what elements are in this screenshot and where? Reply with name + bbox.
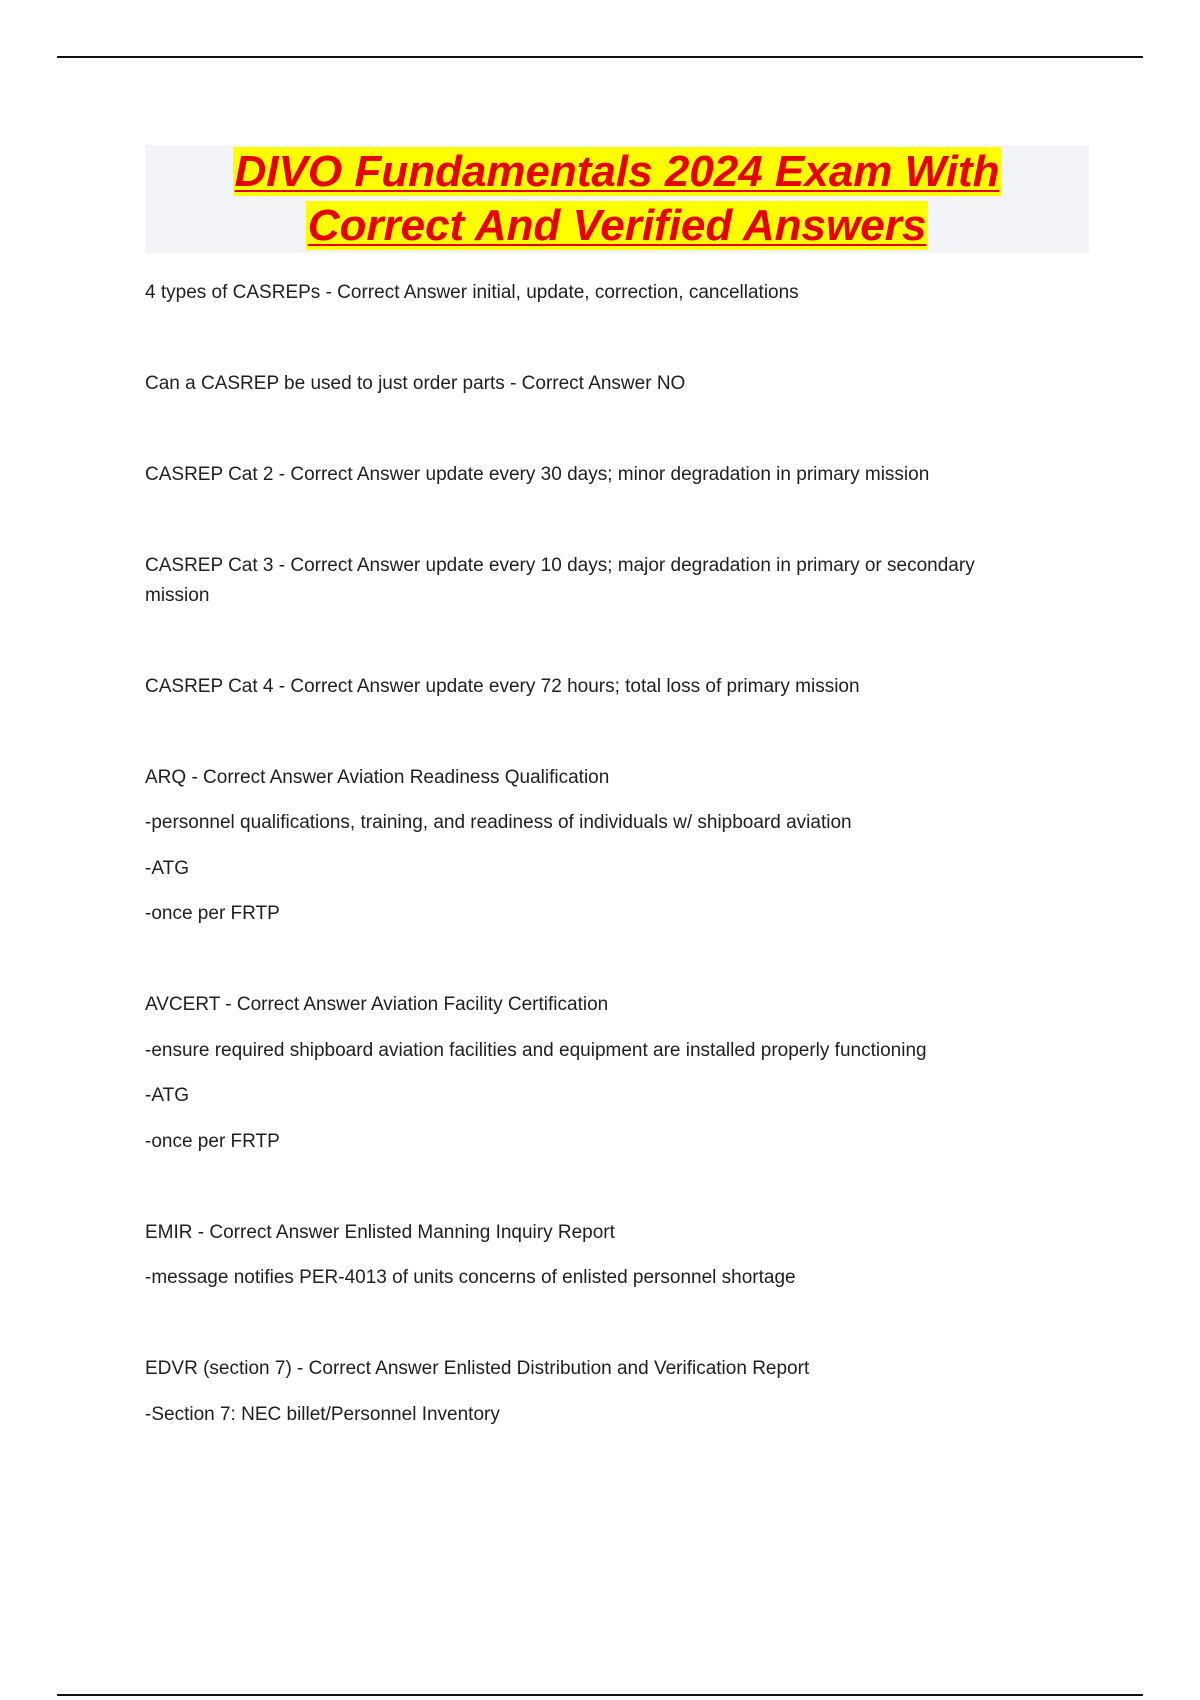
qa-item-avcert-detail-1: -ensure required shipboard aviation facilities and equipment are installed properly functioning [145, 1040, 927, 1061]
qa-item-casrep-order-parts: Can a CASREP be used to just order parts - Correct Answer NO [145, 373, 686, 394]
qa-item-avcert-detail-3: -once per FRTP [145, 1131, 280, 1152]
qa-item-edvr-detail: -Section 7: NEC billet/Personnel Inventory [145, 1404, 500, 1425]
qa-item-arq: ARQ - Correct Answer Aviation Readiness Qualification [145, 767, 610, 788]
qa-item-casrep-cat2: CASREP Cat 2 - Correct Answer update every 30 days; minor degradation in primary mission [145, 464, 930, 485]
qa-item-emir-detail: -message notifies PER-4013 of units concerns of enlisted personnel shortage [145, 1267, 796, 1288]
qa-item-arq-detail-1: -personnel qualifications, training, and readiness of individuals w/ shipboard aviation [145, 812, 852, 833]
qa-item-casrep-cat3: CASREP Cat 3 - Correct Answer update every 10 days; major degradation in primary or secondary [145, 555, 975, 576]
qa-item-avcert-detail-2: -ATG [145, 1085, 189, 1106]
title-text-2: Correct And Verified Answers [307, 201, 927, 250]
qa-item-avcert: AVCERT - Correct Answer Aviation Facility Certification [145, 994, 609, 1015]
qa-item-casrep-cat4: CASREP Cat 4 - Correct Answer update every 72 hours; total loss of primary mission [145, 676, 860, 697]
document-title-line-1 [145, 145, 1089, 199]
qa-item-edvr: EDVR (section 7) - Correct Answer Enlisted Distribution and Verification Report [145, 1358, 810, 1379]
qa-item-casrep-cat3-cont: mission [145, 585, 210, 606]
header-rule [57, 56, 1143, 58]
title-box [145, 145, 1089, 253]
qa-item-arq-detail-2: -ATG [145, 858, 189, 879]
qa-item-casrep-types: 4 types of CASREPs - Correct Answer initial, update, correction, cancellations [145, 282, 799, 303]
footer-rule [57, 1694, 1143, 1696]
qa-item-arq-detail-3: -once per FRTP [145, 903, 280, 924]
document-title-line-2 [145, 199, 1089, 253]
qa-item-emir: EMIR - Correct Answer Enlisted Manning Inquiry Report [145, 1222, 615, 1243]
title-text-1: DIVO Fundamentals 2024 Exam With [234, 147, 1000, 196]
